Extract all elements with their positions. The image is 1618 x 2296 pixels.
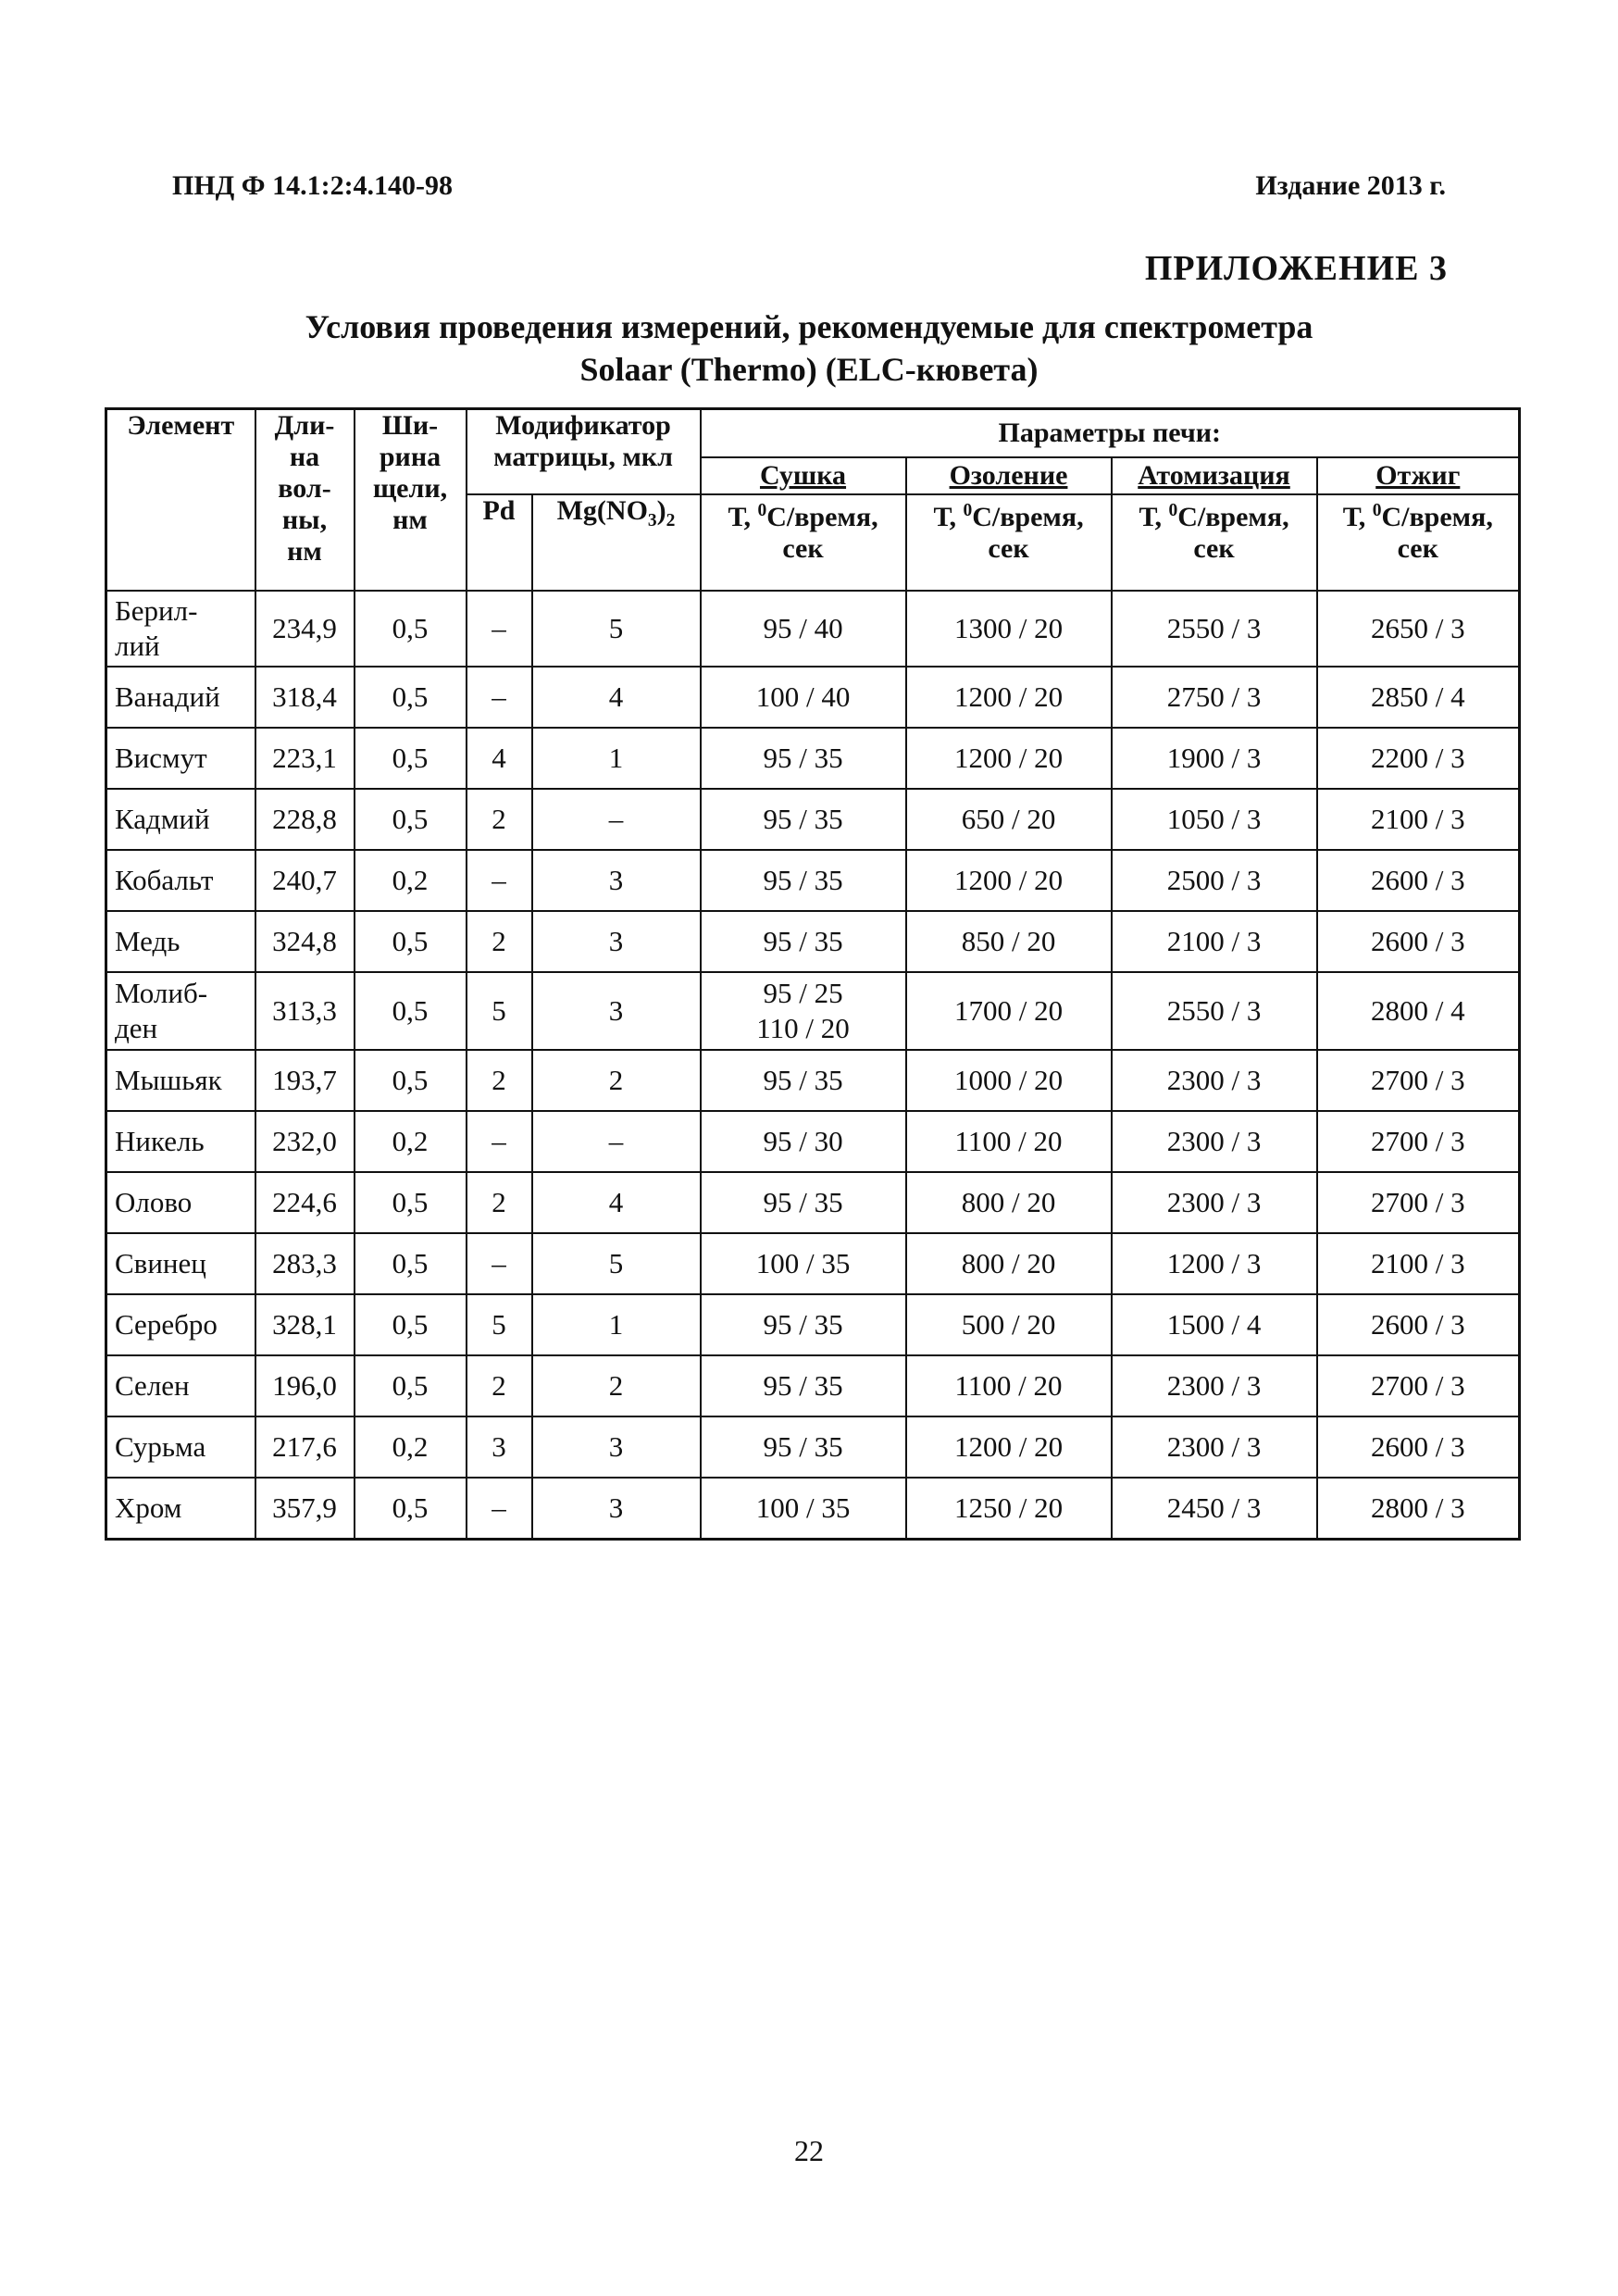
cell-ashing: 1200 / 20	[906, 1416, 1112, 1478]
cell-drying: 100 / 35	[701, 1478, 906, 1540]
table-row	[106, 1050, 1520, 1111]
title-line-1: Условия проведения измерений, рекомендуемые для спектрометра	[305, 308, 1313, 345]
table-row	[106, 591, 1520, 667]
cell-mg: 3	[532, 972, 701, 1050]
table-row	[106, 1294, 1520, 1355]
cell-annealing: 2800 / 3	[1317, 1478, 1520, 1540]
appendix-heading: ПРИЛОЖЕНИЕ 3	[1144, 249, 1448, 288]
cell-slit: 0,5	[355, 911, 467, 972]
table-header	[106, 409, 1520, 591]
cell-drying: 95 / 35	[701, 1416, 906, 1478]
cell-element: Хром	[106, 1478, 255, 1540]
cell-ashing: 1200 / 20	[906, 850, 1112, 911]
header-ashing: Озоление	[906, 457, 1112, 494]
cell-mg: 3	[532, 911, 701, 972]
table-row	[106, 667, 1520, 728]
cell-element: Кобальт	[106, 850, 255, 911]
cell-ashing: 1700 / 20	[906, 972, 1112, 1050]
cell-slit: 0,5	[355, 972, 467, 1050]
table-row	[106, 789, 1520, 850]
cell-element: Медь	[106, 911, 255, 972]
cell-drying: 95 / 35	[701, 850, 906, 911]
cell-atomization: 1200 / 3	[1112, 1233, 1317, 1294]
cell-pd: –	[467, 1478, 532, 1540]
cell-slit: 0,5	[355, 1478, 467, 1540]
cell-drying: 95 / 25 110 / 20	[701, 972, 906, 1050]
cell-element: Берил- лий	[106, 591, 255, 667]
cell-drying: 100 / 35	[701, 1233, 906, 1294]
cell-ashing: 1200 / 20	[906, 667, 1112, 728]
header-annealing: Отжиг	[1317, 457, 1520, 494]
cell-atomization: 1900 / 3	[1112, 728, 1317, 789]
cell-pd: 5	[467, 972, 532, 1050]
cell-wavelength: 240,7	[255, 850, 355, 911]
cell-ashing: 1200 / 20	[906, 728, 1112, 789]
cell-atomization: 2550 / 3	[1112, 972, 1317, 1050]
cell-wavelength: 313,3	[255, 972, 355, 1050]
table-row	[106, 1172, 1520, 1233]
cell-drying: 95 / 35	[701, 911, 906, 972]
table-row	[106, 972, 1520, 1050]
table-row	[106, 728, 1520, 789]
cell-slit: 0,5	[355, 1294, 467, 1355]
cell-ashing: 650 / 20	[906, 789, 1112, 850]
cell-mg: 4	[532, 667, 701, 728]
cell-mg: –	[532, 1111, 701, 1172]
cell-element: Селен	[106, 1355, 255, 1416]
cell-annealing: 2100 / 3	[1317, 789, 1520, 850]
cell-wavelength: 224,6	[255, 1172, 355, 1233]
cell-drying: 95 / 35	[701, 1294, 906, 1355]
cell-annealing: 2700 / 3	[1317, 1111, 1520, 1172]
header-modifier: Модификатор матрицы, мкл	[467, 409, 701, 494]
cell-wavelength: 193,7	[255, 1050, 355, 1111]
cell-drying: 95 / 35	[701, 1050, 906, 1111]
cell-mg: 4	[532, 1172, 701, 1233]
cell-slit: 0,2	[355, 1416, 467, 1478]
cell-atomization: 2300 / 3	[1112, 1050, 1317, 1111]
conditions-table	[105, 407, 1521, 1541]
header-temp-drying: Т, $^0$С/время, сек	[701, 494, 906, 591]
cell-mg: 3	[532, 850, 701, 911]
cell-pd: 5	[467, 1294, 532, 1355]
cell-annealing: 2850 / 4	[1317, 667, 1520, 728]
cell-annealing: 2600 / 3	[1317, 1294, 1520, 1355]
cell-element: Олово	[106, 1172, 255, 1233]
cell-annealing: 2200 / 3	[1317, 728, 1520, 789]
cell-pd: 3	[467, 1416, 532, 1478]
header-pd: Pd	[467, 494, 532, 591]
cell-atomization: 2550 / 3	[1112, 591, 1317, 667]
cell-wavelength: 228,8	[255, 789, 355, 850]
cell-element: Молиб- ден	[106, 972, 255, 1050]
cell-atomization: 2450 / 3	[1112, 1478, 1317, 1540]
cell-wavelength: 357,9	[255, 1478, 355, 1540]
cell-mg: 1	[532, 728, 701, 789]
cell-slit: 0,5	[355, 1233, 467, 1294]
cell-ashing: 1000 / 20	[906, 1050, 1112, 1111]
cell-annealing: 2700 / 3	[1317, 1172, 1520, 1233]
cell-wavelength: 324,8	[255, 911, 355, 972]
cell-atomization: 2100 / 3	[1112, 911, 1317, 972]
cell-slit: 0,5	[355, 728, 467, 789]
cell-atomization: 1500 / 4	[1112, 1294, 1317, 1355]
cell-drying: 95 / 35	[701, 728, 906, 789]
cell-element: Свинец	[106, 1233, 255, 1294]
cell-ashing: 1100 / 20	[906, 1355, 1112, 1416]
cell-atomization: 2500 / 3	[1112, 850, 1317, 911]
cell-drying: 95 / 35	[701, 1172, 906, 1233]
cell-pd: 2	[467, 1172, 532, 1233]
cell-element: Ванадий	[106, 667, 255, 728]
cell-pd: –	[467, 1111, 532, 1172]
edition-label: Издание 2013 г.	[1255, 170, 1446, 201]
cell-slit: 0,2	[355, 850, 467, 911]
cell-ashing: 800 / 20	[906, 1172, 1112, 1233]
cell-wavelength: 318,4	[255, 667, 355, 728]
table-row	[106, 1233, 1520, 1294]
cell-annealing: 2600 / 3	[1317, 1416, 1520, 1478]
cell-slit: 0,5	[355, 1172, 467, 1233]
cell-mg: 2	[532, 1355, 701, 1416]
cell-atomization: 2750 / 3	[1112, 667, 1317, 728]
cell-slit: 0,5	[355, 789, 467, 850]
cell-element: Кадмий	[106, 789, 255, 850]
cell-atomization: 2300 / 3	[1112, 1416, 1317, 1478]
cell-atomization: 2300 / 3	[1112, 1355, 1317, 1416]
cell-element: Серебро	[106, 1294, 255, 1355]
cell-annealing: 2800 / 4	[1317, 972, 1520, 1050]
cell-ashing: 1300 / 20	[906, 591, 1112, 667]
title-line-2: Solaar (Thermo) (ELC-кювета)	[579, 351, 1039, 388]
cell-annealing: 2700 / 3	[1317, 1050, 1520, 1111]
cell-annealing: 2600 / 3	[1317, 850, 1520, 911]
cell-ashing: 800 / 20	[906, 1233, 1112, 1294]
header-furnace: Параметры печи:	[701, 409, 1520, 457]
header-drying: Сушка	[701, 457, 906, 494]
page-number: 22	[794, 2134, 824, 2167]
cell-annealing: 2100 / 3	[1317, 1233, 1520, 1294]
cell-pd: 2	[467, 789, 532, 850]
header-element: Элемент	[106, 409, 255, 591]
document-code: ПНД Ф 14.1:2:4.140-98	[172, 170, 454, 201]
table-body	[106, 591, 1520, 1540]
cell-pd: –	[467, 1233, 532, 1294]
cell-annealing: 2600 / 3	[1317, 911, 1520, 972]
cell-mg: –	[532, 789, 701, 850]
cell-atomization: 2300 / 3	[1112, 1172, 1317, 1233]
cell-annealing: 2650 / 3	[1317, 591, 1520, 667]
cell-element: Мышьяк	[106, 1050, 255, 1111]
header-temp-ashing: Т, $^0$С/время, сек	[906, 494, 1112, 591]
cell-annealing: 2700 / 3	[1317, 1355, 1520, 1416]
cell-pd: 2	[467, 911, 532, 972]
cell-element: Сурьма	[106, 1416, 255, 1478]
header-atomization: Атомизация	[1112, 457, 1317, 494]
table-row	[106, 1478, 1520, 1540]
cell-wavelength: 196,0	[255, 1355, 355, 1416]
cell-wavelength: 217,6	[255, 1416, 355, 1478]
header-wavelength: Дли- на вол- ны, нм	[255, 409, 355, 591]
cell-wavelength: 234,9	[255, 591, 355, 667]
table-row	[106, 911, 1520, 972]
cell-mg: 1	[532, 1294, 701, 1355]
cell-ashing: 500 / 20	[906, 1294, 1112, 1355]
cell-mg: 3	[532, 1416, 701, 1478]
cell-mg: 5	[532, 591, 701, 667]
header-temp-atomization: Т, $^0$С/время, сек	[1112, 494, 1317, 591]
cell-pd: –	[467, 667, 532, 728]
cell-drying: 100 / 40	[701, 667, 906, 728]
table-row	[106, 1355, 1520, 1416]
cell-mg: 5	[532, 1233, 701, 1294]
cell-drying: 95 / 40	[701, 591, 906, 667]
cell-ashing: 850 / 20	[906, 911, 1112, 972]
cell-drying: 95 / 30	[701, 1111, 906, 1172]
cell-slit: 0,5	[355, 667, 467, 728]
header-temp-annealing: Т, $^0$С/время, сек	[1317, 494, 1520, 591]
cell-element: Никель	[106, 1111, 255, 1172]
cell-wavelength: 223,1	[255, 728, 355, 789]
cell-mg: 3	[532, 1478, 701, 1540]
cell-pd: –	[467, 850, 532, 911]
cell-slit: 0,5	[355, 1355, 467, 1416]
table-row	[106, 1416, 1520, 1478]
table-row	[106, 1111, 1520, 1172]
table-title	[0, 306, 1618, 391]
cell-slit: 0,2	[355, 1111, 467, 1172]
cell-slit: 0,5	[355, 591, 467, 667]
header-slit: Ши- рина щели, нм	[355, 409, 467, 591]
cell-element: Висмут	[106, 728, 255, 789]
cell-slit: 0,5	[355, 1050, 467, 1111]
cell-wavelength: 283,3	[255, 1233, 355, 1294]
table-row	[106, 850, 1520, 911]
cell-pd: 2	[467, 1355, 532, 1416]
cell-pd: 4	[467, 728, 532, 789]
cell-drying: 95 / 35	[701, 789, 906, 850]
cell-wavelength: 232,0	[255, 1111, 355, 1172]
cell-mg: 2	[532, 1050, 701, 1111]
cell-drying: 95 / 35	[701, 1355, 906, 1416]
cell-atomization: 2300 / 3	[1112, 1111, 1317, 1172]
header-mg: $Mg(NO_3)_2$	[532, 494, 701, 591]
cell-pd: 2	[467, 1050, 532, 1111]
cell-ashing: 1100 / 20	[906, 1111, 1112, 1172]
cell-wavelength: 328,1	[255, 1294, 355, 1355]
cell-ashing: 1250 / 20	[906, 1478, 1112, 1540]
cell-atomization: 1050 / 3	[1112, 789, 1317, 850]
cell-pd: –	[467, 591, 532, 667]
